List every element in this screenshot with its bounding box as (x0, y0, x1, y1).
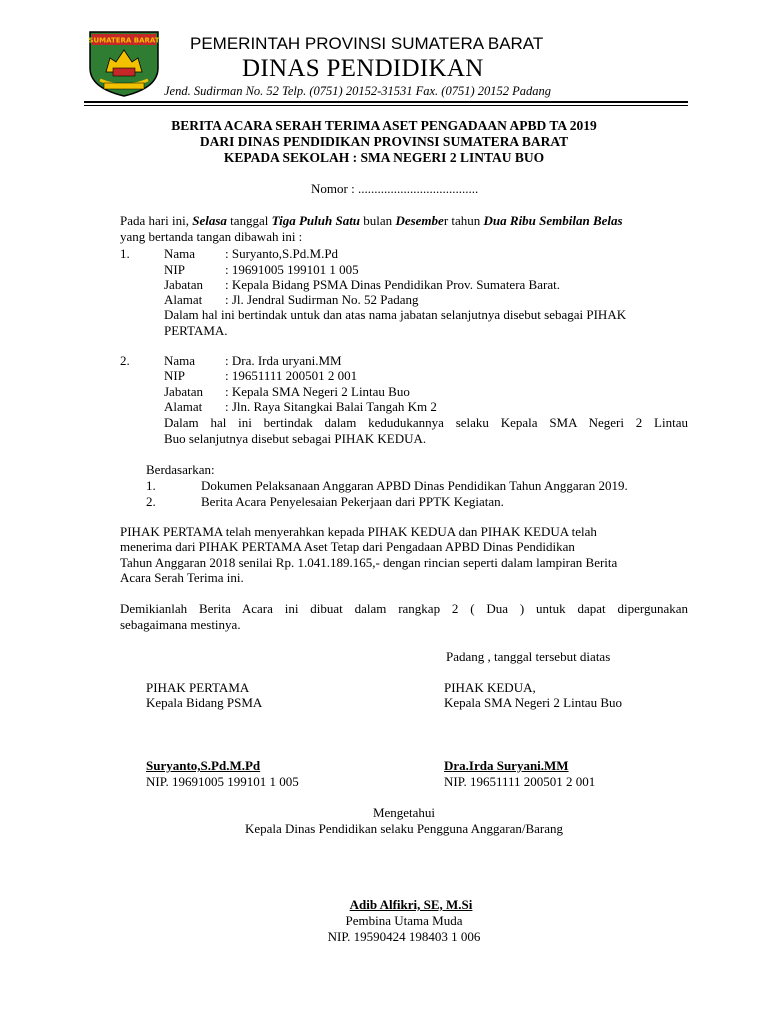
opening-text-3: bulan (360, 213, 396, 228)
opening-text-1: Pada hari ini, (120, 213, 193, 228)
closing-line-1 (120, 601, 688, 617)
opening-day: Selasa (192, 213, 227, 228)
party1-statement-line-1: Dalam hal ini bertindak untuk dan atas nama jabatan selanjutnya disebut sebagai PIHAK (164, 307, 627, 322)
party1-name-value: : Suryanto,S.Pd.M.Pd (225, 246, 339, 261)
opening-line-1 (120, 213, 623, 229)
signer-left-name: Suryanto,S.Pd.M.Pd (146, 758, 261, 773)
party2-alamat-row (164, 399, 437, 415)
signer-right-position: Kepala SMA Negeri 2 Lintau Buo (444, 695, 622, 710)
transfer-line-3: Tahun Anggaran 2018 senilai Rp. 1.041.189.165,- dengan rincian seperti dalam lampiran Berita (120, 555, 618, 570)
party2-statement-line-1 (164, 415, 688, 431)
opening-line-2: yang bertanda tangan dibawah ini : (120, 229, 303, 244)
emblem-caption: SUMATERA BARAT (88, 36, 160, 45)
place-and-date: Padang , tanggal tersebut diatas (446, 649, 611, 664)
party1-statement-line-2: PERTAMA. (164, 323, 228, 338)
transfer-line-1: PIHAK PERTAMA telah menyerahkan kepada PIHAK KEDUA dan PIHAK KEDUA telah (120, 524, 597, 539)
document-title-line-1: BERITA ACARA SERAH TERIMA ASET PENGADAAN APBD TA 2019 (171, 118, 597, 133)
party2-number: 2. (120, 353, 130, 368)
document-number: Nomor : ..................................... (311, 181, 479, 196)
acknowledge-name: Adib Alfikri, SE, M.Si (349, 897, 473, 912)
basis-item-1-text: Dokumen Pelaksanaan Anggaran APBD Dinas Pendidikan Tahun Anggaran 2019. (201, 478, 628, 493)
basis-item-2-number: 2. (146, 494, 156, 509)
opening-year: Dua Ribu Sembilan Belas (483, 213, 623, 228)
party2-jabatan-label: Jabatan (164, 384, 203, 399)
provincial-emblem-logo (86, 28, 162, 98)
acknowledge-position: Kepala Dinas Pendidikan selaku Pengguna Anggaran/Barang (244, 821, 564, 836)
signer-left-nip: NIP. 19691005 199101 1 005 (146, 774, 299, 789)
party1-number: 1. (120, 246, 130, 261)
signer-left-role: PIHAK PERTAMA (146, 680, 250, 695)
party1-jabatan-label: Jabatan (164, 277, 203, 292)
party1-name-row (164, 246, 338, 262)
party2-name-value: : Dra. Irda uryani.MM (225, 353, 342, 368)
party2-name-label: Nama (164, 353, 196, 368)
party1-jabatan-value: : Kepala Bidang PSMA Dinas Pendidikan Prov. Sumatera Barat. (225, 277, 560, 292)
document-title-line-2: DARI DINAS PENDIDIKAN PROVINSI SUMATERA BARAT (199, 134, 569, 149)
party1-nip-value: : 19691005 199101 1 005 (225, 262, 359, 277)
government-name: PEMERINTAH PROVINSI SUMATERA BARAT (190, 34, 544, 53)
acknowledge-heading: Mengetahui (372, 805, 436, 820)
document-title-line-3: KEPADA SEKOLAH : SMA NEGERI 2 LINTAU BUO (223, 150, 545, 165)
party1-alamat-value: : Jl. Jendral Sudirman No. 52 Padang (225, 292, 419, 307)
agency-address: Jend. Sudirman No. 52 Telp. (0751) 20152-31531 Fax. (0751) 20152 Padang (164, 84, 552, 98)
agency-name: DINAS PENDIDIKAN (242, 55, 484, 82)
party1-alamat-label: Alamat (164, 292, 203, 307)
signer-right-name: Dra.Irda Suryani.MM (444, 758, 569, 773)
party1-name-label: Nama (164, 246, 196, 261)
party2-nip-label: NIP (164, 368, 185, 383)
signer-left-position: Kepala Bidang PSMA (146, 695, 263, 710)
party1-jabatan-row (164, 277, 560, 293)
party2-jabatan-row (164, 384, 410, 400)
closing-text-1: Demikianlah Berita Acara ini dibuat dalam rangkap 2 ( Dua ) untuk dapat dipergunakan (120, 601, 688, 616)
opening-date: Tiga Puluh Satu (271, 213, 361, 228)
party2-statement-text-1: Dalam hal ini bertindak dalam kedudukannya selaku Kepala SMA Negeri 2 Lintau (164, 415, 688, 430)
party2-alamat-value: : Jln. Raya Sitangkai Balai Tangah Km 2 (225, 399, 437, 414)
party2-statement-line-2: Buo selanjutnya disebut sebagai PIHAK KEDUA. (164, 431, 427, 446)
transfer-line-2: menerima dari PIHAK PERTAMA Aset Tetap dari Pengadaan APBD Dinas Pendidikan (120, 539, 575, 554)
opening-text-4: r tahun (443, 213, 484, 228)
acknowledge-rank: Pembina Utama Muda (345, 913, 463, 928)
emblem-shield-icon (86, 28, 162, 98)
opening-text-2: tanggal (226, 213, 272, 228)
signer-right-nip: NIP. 19651111 200501 2 001 (444, 774, 596, 789)
party2-name-row (164, 353, 342, 369)
party1-alamat-row (164, 292, 419, 308)
header-rule-thin (84, 105, 688, 106)
party2-nip-row (164, 368, 357, 384)
signer-right-role: PIHAK KEDUA, (444, 680, 536, 695)
closing-line-2: sebagaimana mestinya. (120, 617, 241, 632)
basis-item-1-number: 1. (146, 478, 156, 493)
transfer-line-4: Acara Serah Terima ini. (120, 570, 244, 585)
party2-nip-value: : 19651111 200501 2 001 (225, 368, 358, 383)
party2-jabatan-value: : Kepala SMA Negeri 2 Lintau Buo (225, 384, 410, 399)
header-rule-thick (84, 101, 688, 103)
opening-month: Desembe (395, 213, 444, 228)
party1-nip-row (164, 262, 359, 278)
basis-heading: Berdasarkan: (146, 462, 215, 477)
party1-nip-label: NIP (164, 262, 185, 277)
acknowledge-nip: NIP. 19590424 198403 1 006 (327, 929, 481, 944)
party2-alamat-label: Alamat (164, 399, 203, 414)
basis-item-2-text: Berita Acara Penyelesaian Pekerjaan dari PPTK Kegiatan. (201, 494, 504, 509)
